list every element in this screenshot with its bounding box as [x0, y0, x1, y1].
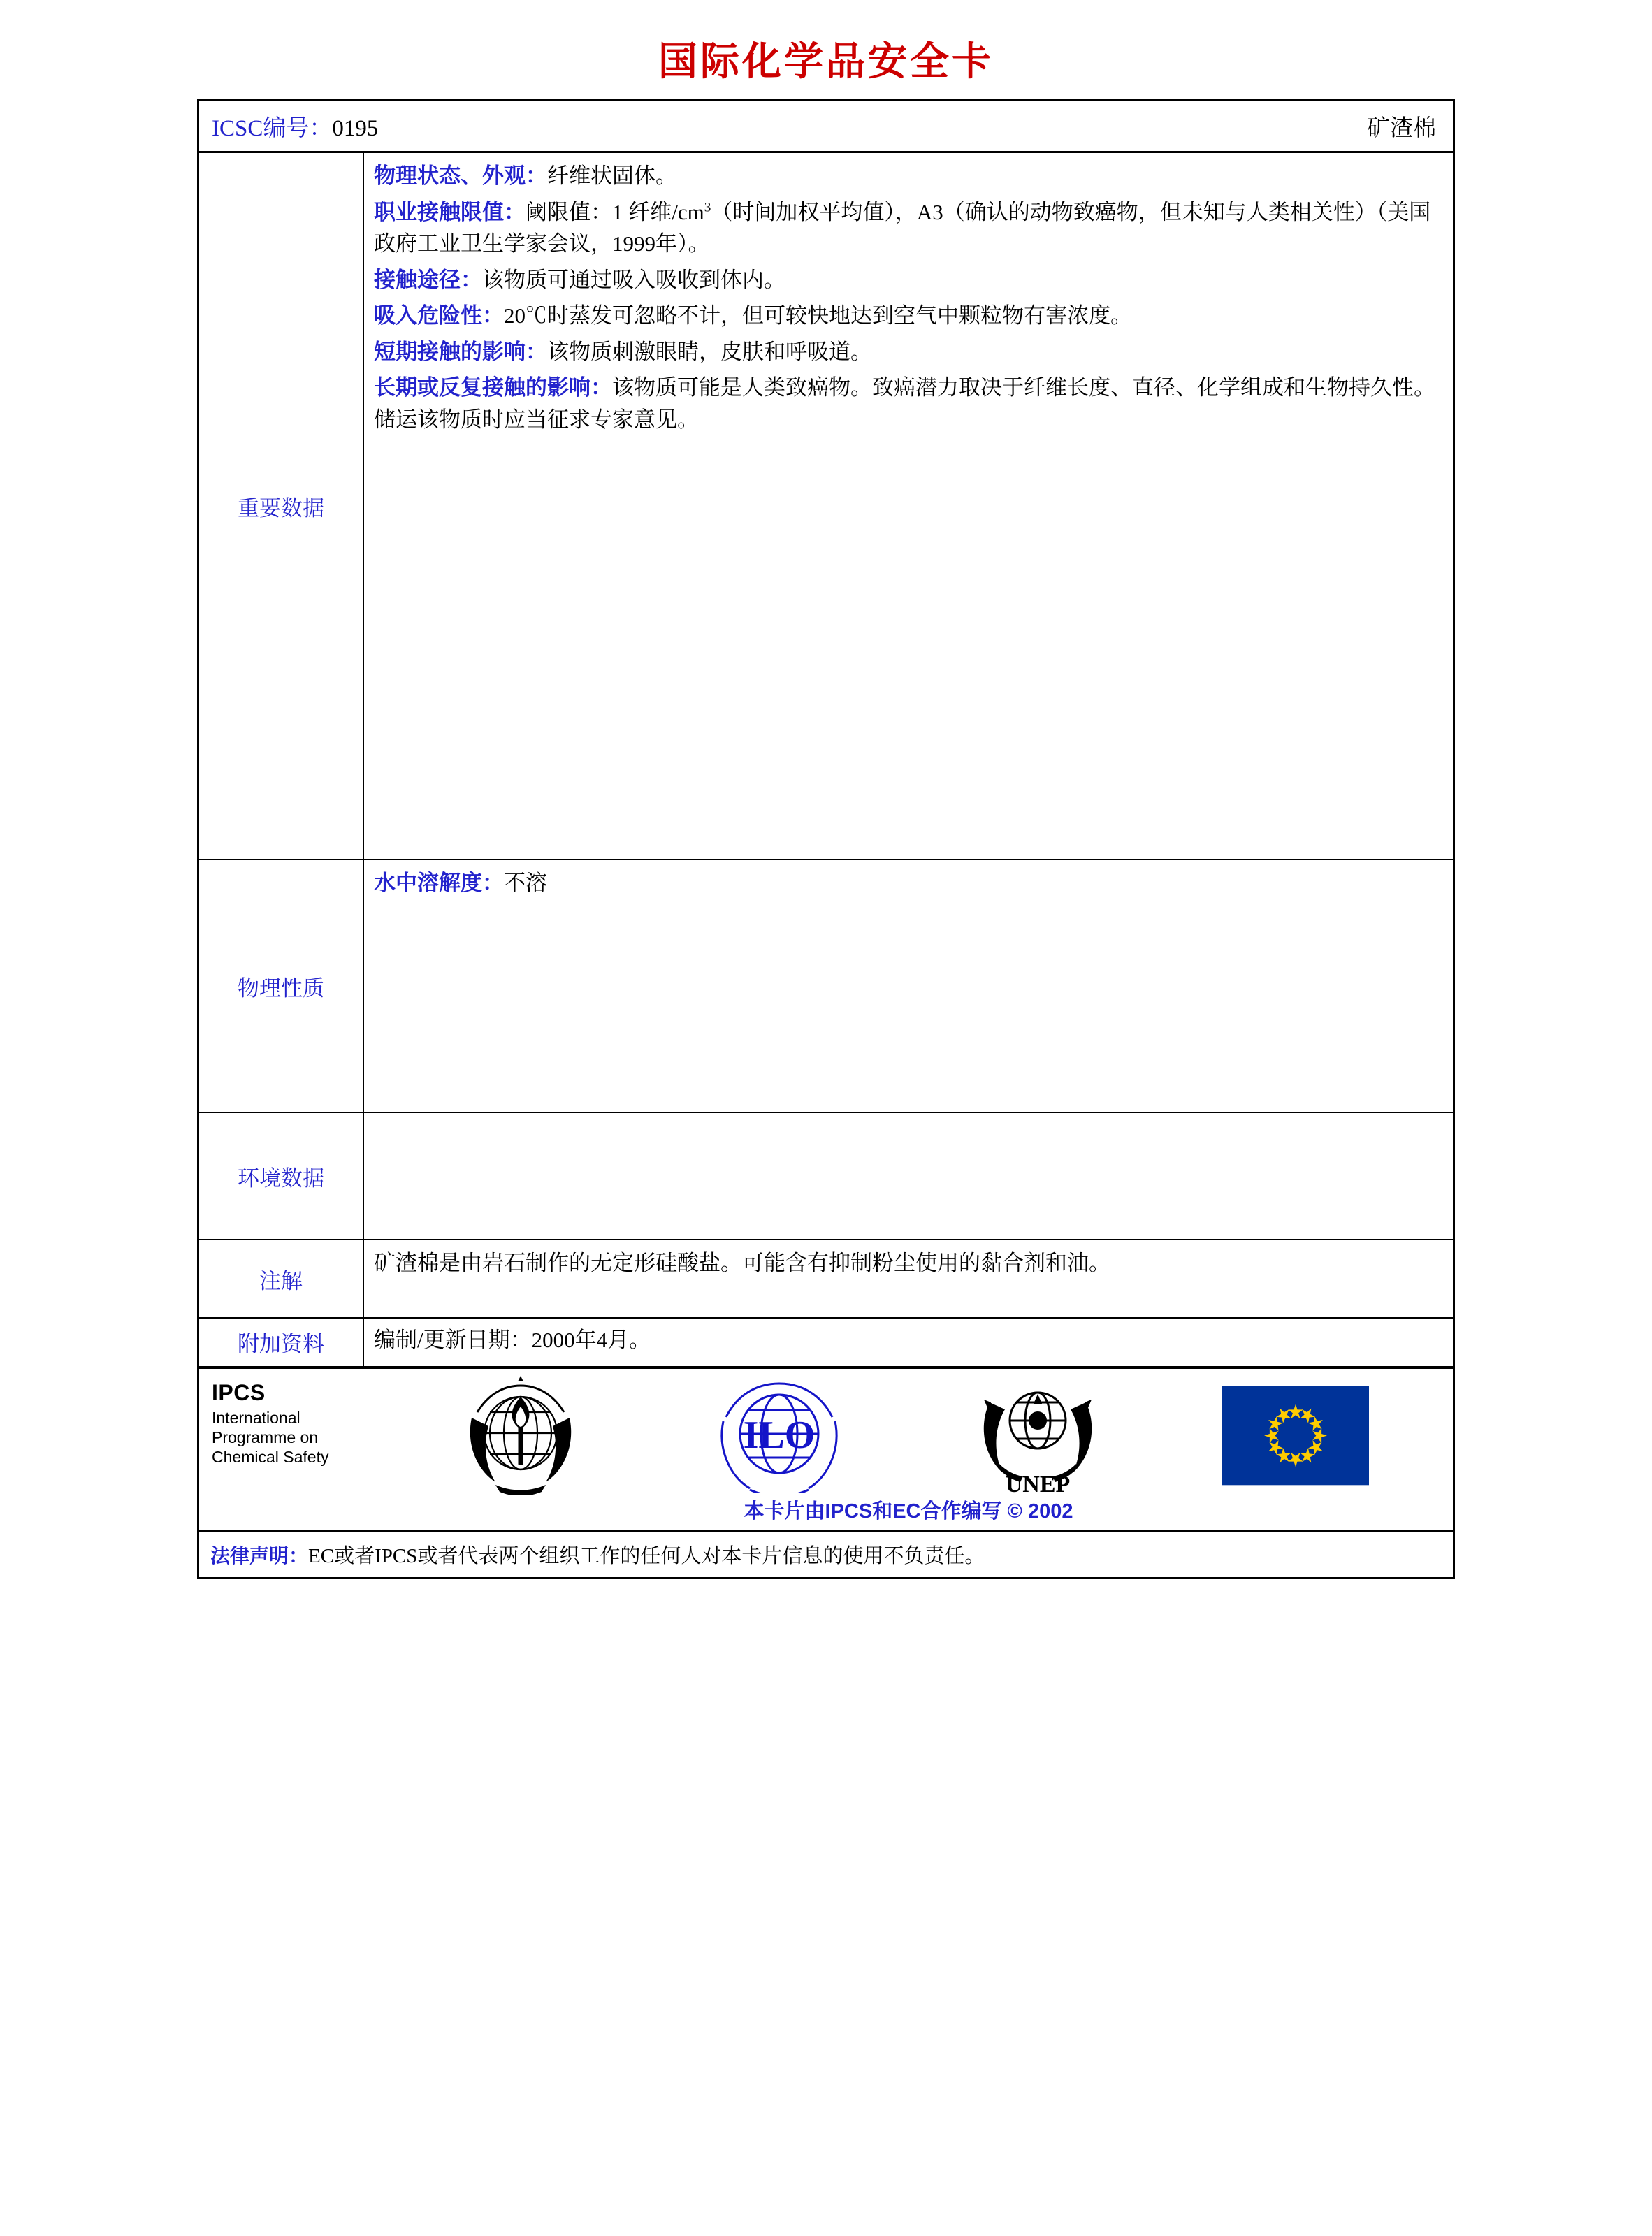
ipcs-full-name-line-1: International	[212, 1408, 300, 1427]
important-item-5	[374, 372, 1443, 435]
important-item-4-key: 短期接触的影响：	[374, 339, 547, 364]
important-item-4	[374, 336, 1443, 368]
page-title: 国际化学品安全卡	[658, 39, 994, 83]
footer-logo-band	[199, 1367, 1453, 1532]
important-item-2-key: 接触途径：	[374, 267, 482, 292]
important-item-1-key: 职业接触限值：	[374, 199, 526, 224]
ipcs-abbreviation: IPCS	[212, 1379, 266, 1405]
section-body-environmental-data	[364, 1113, 1453, 1239]
physical-item-0	[374, 867, 1443, 899]
important-item-1-superscript: 3	[704, 200, 711, 215]
legal-notice-text: EC或者IPCS或者代表两个组织工作的任何人对本卡片信息的使用不负责任。	[308, 1544, 985, 1567]
important-item-1-value-pre: 阈限值：1 纤维/cm	[526, 199, 704, 224]
icsc-number-value: 0195	[332, 116, 379, 141]
important-item-2	[374, 264, 1443, 296]
eu-flag	[1222, 1374, 1369, 1497]
important-item-0-value: 纤维状固体。	[547, 164, 677, 188]
important-item-1	[374, 196, 1443, 260]
section-label-environmental-data: 环境数据	[199, 1113, 364, 1239]
section-notes	[199, 1240, 1453, 1319]
who-logo	[448, 1374, 595, 1497]
ipcs-full-name	[212, 1408, 357, 1467]
section-label-additional-info: 附加资料	[199, 1319, 364, 1366]
icsc-number-label: ICSC编号：	[212, 116, 333, 141]
important-item-0	[374, 160, 1443, 192]
additional-info-text: 编制/更新日期：2000年4月。	[374, 1328, 651, 1352]
legal-notice	[199, 1532, 1453, 1577]
physical-item-0-value: 不溶	[504, 871, 547, 895]
important-item-3-value: 20℃时蒸发可忽略不计，但可较快地达到空气中颗粒物有害浓度。	[504, 303, 1132, 328]
ilo-logo	[706, 1374, 853, 1497]
important-item-2-value: 该物质可通过吸入吸收到体内。	[482, 267, 785, 292]
section-additional-info	[199, 1319, 1453, 1367]
section-body-important-data	[364, 153, 1453, 859]
legal-notice-label: 法律声明：	[210, 1544, 309, 1567]
important-item-0-key: 物理状态、外观：	[374, 164, 547, 188]
important-item-4-value: 该物质刺激眼睛，皮肤和呼吸道。	[547, 339, 872, 364]
section-body-additional-info	[364, 1319, 1453, 1366]
section-important-data	[199, 153, 1453, 860]
footer-credit: 本卡片由IPCS和EC合作编写 © 2002	[744, 1500, 1073, 1523]
section-physical-properties	[199, 860, 1453, 1113]
section-label-important-data: 重要数据	[199, 153, 364, 859]
ipcs-block	[199, 1369, 364, 1530]
important-item-3	[374, 300, 1443, 332]
important-item-1-value-post: （时间加权平均值），A3（确认的动物致癌物，但未知与人类相关性）（美国政府工业卫生学家会议，1999年）。	[374, 199, 1431, 256]
section-label-notes: 注解	[199, 1240, 364, 1317]
unep-logo-label: UNEP	[1005, 1471, 1071, 1497]
section-body-notes	[364, 1240, 1453, 1317]
icsc-number-group	[212, 110, 378, 143]
important-item-5-key: 长期或反复接触的影响：	[374, 375, 612, 400]
important-item-5-value: 该物质可能是人类致癌物。致癌潜力取决于纤维长度、直径、化学组成和生物持久性。储运该物质时应当征求专家意见。	[374, 375, 1435, 432]
substance-name: 矿渣棉	[1367, 116, 1436, 141]
svg-text:ILO: ILO	[743, 1413, 816, 1457]
section-body-physical-properties	[364, 860, 1453, 1112]
physical-item-0-key: 水中溶解度：	[374, 871, 504, 895]
card-header	[199, 101, 1453, 153]
icsc-card	[197, 99, 1455, 1579]
section-label-physical-properties: 物理性质	[199, 860, 364, 1112]
unep-logo	[964, 1374, 1111, 1497]
ipcs-full-name-line-2: Programme on	[212, 1428, 319, 1446]
section-environmental-data	[199, 1113, 1453, 1240]
notes-text: 矿渣棉是由岩石制作的无定形硅酸盐。可能含有抑制粉尘使用的黏合剂和油。	[374, 1251, 1110, 1275]
ipcs-full-name-line-3: Chemical Safety	[212, 1447, 329, 1466]
important-item-3-key: 吸入危险性：	[374, 303, 504, 328]
